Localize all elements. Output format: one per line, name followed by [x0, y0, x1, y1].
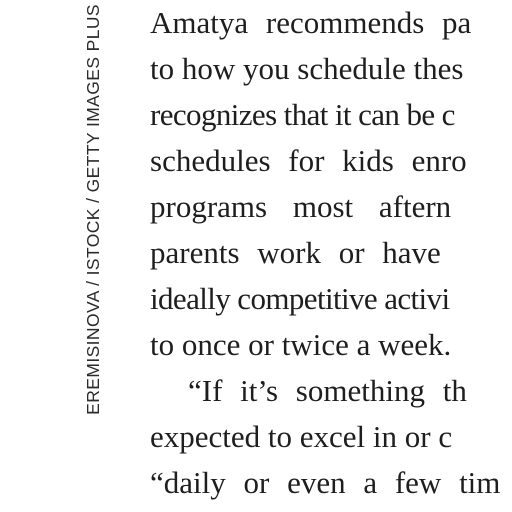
text-line: to once or twice a week.: [150, 327, 452, 362]
text-line: programs most aftern: [150, 189, 452, 224]
text-line: to how you schedule thes: [150, 51, 464, 86]
article-body: [150, 0, 512, 512]
text-line: Amatya recommends pa: [150, 5, 472, 40]
text-line: expected to excel in or c: [150, 419, 453, 454]
text-line: “If it’s something th: [188, 373, 467, 408]
text-line: parents work or have: [150, 235, 441, 270]
text-line: ideally competitive activi: [150, 281, 450, 316]
text-line: “daily or even a few tim: [150, 465, 501, 500]
text-line: schedules for kids enro: [150, 143, 467, 178]
photo-credit: EREMISINOVA / ISTOCK / GETTY IMAGES PLUS: [83, 4, 103, 415]
text-line: recognizes that it can be c: [150, 97, 455, 132]
